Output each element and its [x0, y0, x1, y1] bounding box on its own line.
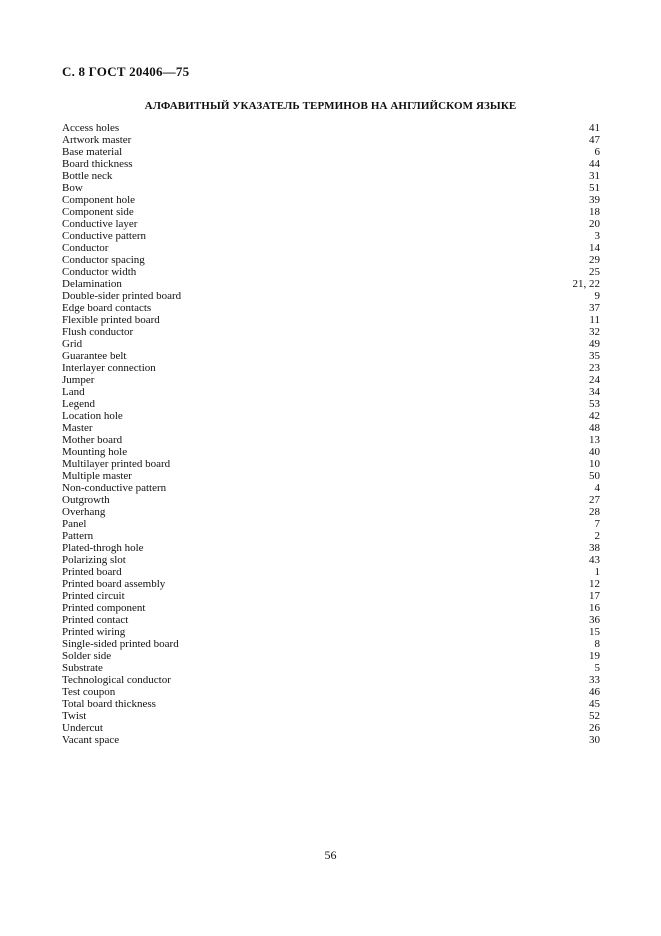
- index-term: Plated-throgh hole: [62, 542, 144, 554]
- index-entry: [62, 494, 600, 506]
- index-term-number: 23: [589, 362, 600, 374]
- index-term: Printed board: [62, 566, 122, 578]
- index-term-number: 1: [594, 566, 600, 578]
- index-entry: [62, 206, 600, 218]
- index-entry: [62, 662, 600, 674]
- index-entry: [62, 386, 600, 398]
- index-term-number: 33: [589, 674, 600, 686]
- index-entry: [62, 302, 600, 314]
- index-entry: [62, 590, 600, 602]
- index-term: Substrate: [62, 662, 103, 674]
- index-term-number: 6: [594, 146, 600, 158]
- index-term-number: 43: [589, 554, 600, 566]
- index-term: Panel: [62, 518, 87, 530]
- index-entry: [62, 506, 600, 518]
- index-term: Flush conductor: [62, 326, 134, 338]
- index-term: Printed wiring: [62, 626, 126, 638]
- index-entry: [62, 170, 600, 182]
- page-number: 56: [324, 848, 337, 862]
- index-entry: [62, 242, 600, 254]
- index-term: Overhang: [62, 506, 106, 518]
- index-term-number: 42: [589, 410, 600, 422]
- index-entry: [62, 722, 600, 734]
- index-term: Flexible printed board: [62, 314, 160, 326]
- index-entry: [62, 602, 600, 614]
- index-term-number: 24: [589, 374, 600, 386]
- index-term-number: 5: [594, 662, 600, 674]
- index-term: Multilayer printed board: [62, 458, 171, 470]
- index-term: Jumper: [62, 374, 95, 386]
- index-term-number: 12: [589, 578, 600, 590]
- index-term-number: 7: [594, 518, 600, 530]
- index-entry: [62, 266, 600, 278]
- index-entry: [62, 446, 600, 458]
- index-entry: [62, 338, 600, 350]
- index-entry: [62, 398, 600, 410]
- index-term: Printed component: [62, 602, 146, 614]
- index-entry: [62, 350, 600, 362]
- index-term-number: 34: [589, 386, 600, 398]
- index-term-number: 44: [589, 158, 600, 170]
- index-entry: [62, 638, 600, 650]
- index-term: Outgrowth: [62, 494, 110, 506]
- index-entry: [62, 542, 600, 554]
- index-term-number: 26: [589, 722, 600, 734]
- index-term: Board thickness: [62, 158, 133, 170]
- index-term-number: 10: [589, 458, 600, 470]
- index-term-number: 50: [589, 470, 600, 482]
- index-entry: [62, 686, 600, 698]
- index-term: Access holes: [62, 122, 120, 134]
- index-term-number: 13: [589, 434, 600, 446]
- index-entry: [62, 650, 600, 662]
- index-term-number: 29: [589, 254, 600, 266]
- index-term: Delamination: [62, 278, 122, 290]
- index-entry: [62, 470, 600, 482]
- index-entry: [62, 434, 600, 446]
- index-term: Mother board: [62, 434, 123, 446]
- index-term-number: 52: [589, 710, 600, 722]
- index-term: Non-conductive pattern: [62, 482, 167, 494]
- index-title: АЛФАВИТНЫЙ УКАЗАТЕЛЬ ТЕРМИНОВ НА АНГЛИЙСКОМ ЯЗЫКЕ: [144, 100, 517, 112]
- index-term: Conductive pattern: [62, 230, 147, 242]
- index-term-number: 21, 22: [572, 278, 600, 290]
- index-entry: [62, 554, 600, 566]
- index-term: Polarizing slot: [62, 554, 126, 566]
- index-term: Legend: [62, 398, 95, 410]
- index-term: Printed board assembly: [62, 578, 166, 590]
- index-term: Edge board contacts: [62, 302, 152, 314]
- index-entry: [62, 230, 600, 242]
- index-term: Twist: [62, 710, 87, 722]
- index-term-number: 8: [594, 638, 600, 650]
- index-entry: [62, 146, 600, 158]
- index-entry: [62, 422, 600, 434]
- index-term: Printed contact: [62, 614, 129, 626]
- index-entry: [62, 362, 600, 374]
- index-term: Multiple master: [62, 470, 132, 482]
- index-term: Land: [62, 386, 85, 398]
- index-entry: [62, 458, 600, 470]
- index-term: Mounting hole: [62, 446, 128, 458]
- index-entry: [62, 194, 600, 206]
- index-entry: [62, 614, 600, 626]
- index-entry: [62, 254, 600, 266]
- index-entry: [62, 122, 600, 134]
- index-entry: [62, 182, 600, 194]
- index-entry: [62, 134, 600, 146]
- index-entry: [62, 578, 600, 590]
- index-term: Test coupon: [62, 686, 116, 698]
- index-term-number: 19: [589, 650, 600, 662]
- index-term-number: 51: [589, 182, 600, 194]
- index-term-number: 39: [589, 194, 600, 206]
- index-term-number: 27: [589, 494, 600, 506]
- index-term-number: 15: [589, 626, 600, 638]
- index-term: Total board thickness: [62, 698, 156, 710]
- index-term: Single-sided printed board: [62, 638, 179, 650]
- term-index-list: [62, 122, 600, 746]
- index-term: Artwork master: [62, 134, 132, 146]
- index-term-number: 14: [589, 242, 600, 254]
- index-term-number: 30: [589, 734, 600, 746]
- index-entry: [62, 698, 600, 710]
- index-entry: [62, 374, 600, 386]
- index-entry: [62, 710, 600, 722]
- index-term: Component side: [62, 206, 134, 218]
- index-term-number: 53: [589, 398, 600, 410]
- index-entry: [62, 734, 600, 746]
- index-entry: [62, 674, 600, 686]
- index-term: Interlayer connection: [62, 362, 156, 374]
- index-term: Vacant space: [62, 734, 120, 746]
- index-term: Technological conductor: [62, 674, 171, 686]
- index-term: Conductor width: [62, 266, 137, 278]
- index-term-number: 16: [589, 602, 600, 614]
- index-entry: [62, 530, 600, 542]
- index-entry: [62, 410, 600, 422]
- index-term: Undercut: [62, 722, 103, 734]
- index-term-number: 25: [589, 266, 600, 278]
- index-term-number: 32: [589, 326, 600, 338]
- index-term-number: 45: [589, 698, 600, 710]
- index-term: Printed circuit: [62, 590, 125, 602]
- index-entry: [62, 518, 600, 530]
- index-term: Bottle neck: [62, 170, 113, 182]
- index-term-number: 31: [589, 170, 600, 182]
- index-term-number: 4: [594, 482, 600, 494]
- index-term-number: 36: [589, 614, 600, 626]
- index-term: Conductive layer: [62, 218, 138, 230]
- index-term-number: 9: [594, 290, 600, 302]
- index-entry: [62, 278, 600, 290]
- index-term-number: 11: [589, 314, 600, 326]
- index-entry: [62, 326, 600, 338]
- index-term-number: 20: [589, 218, 600, 230]
- index-term-number: 3: [594, 230, 600, 242]
- index-term-number: 28: [589, 506, 600, 518]
- index-entry: [62, 482, 600, 494]
- index-entry: [62, 290, 600, 302]
- index-term-number: 37: [589, 302, 600, 314]
- index-term: Conductor spacing: [62, 254, 145, 266]
- index-term: Pattern: [62, 530, 94, 542]
- index-term: Grid: [62, 338, 83, 350]
- index-term: Conductor: [62, 242, 109, 254]
- index-entry: [62, 314, 600, 326]
- page-header: С. 8 ГОСТ 20406—75: [62, 64, 190, 79]
- index-term: Base material: [62, 146, 123, 158]
- index-term: Location hole: [62, 410, 123, 422]
- index-term: Master: [62, 422, 93, 434]
- index-term-number: 17: [589, 590, 600, 602]
- index-term-number: 41: [589, 122, 600, 134]
- index-term-number: 46: [589, 686, 600, 698]
- index-entry: [62, 158, 600, 170]
- index-term-number: 40: [589, 446, 600, 458]
- index-entry: [62, 566, 600, 578]
- index-term: Bow: [62, 182, 83, 194]
- index-term: Guarantee belt: [62, 350, 127, 362]
- index-term: Component hole: [62, 194, 136, 206]
- index-entry: [62, 626, 600, 638]
- index-term-number: 18: [589, 206, 600, 218]
- index-term: Double-sider printed board: [62, 290, 182, 302]
- index-term-number: 47: [589, 134, 600, 146]
- index-term-number: 49: [589, 338, 600, 350]
- index-term-number: 2: [594, 530, 600, 542]
- index-entry: [62, 218, 600, 230]
- index-term-number: 38: [589, 542, 600, 554]
- index-term-number: 48: [589, 422, 600, 434]
- index-term-number: 35: [589, 350, 600, 362]
- index-term: Solder side: [62, 650, 112, 662]
